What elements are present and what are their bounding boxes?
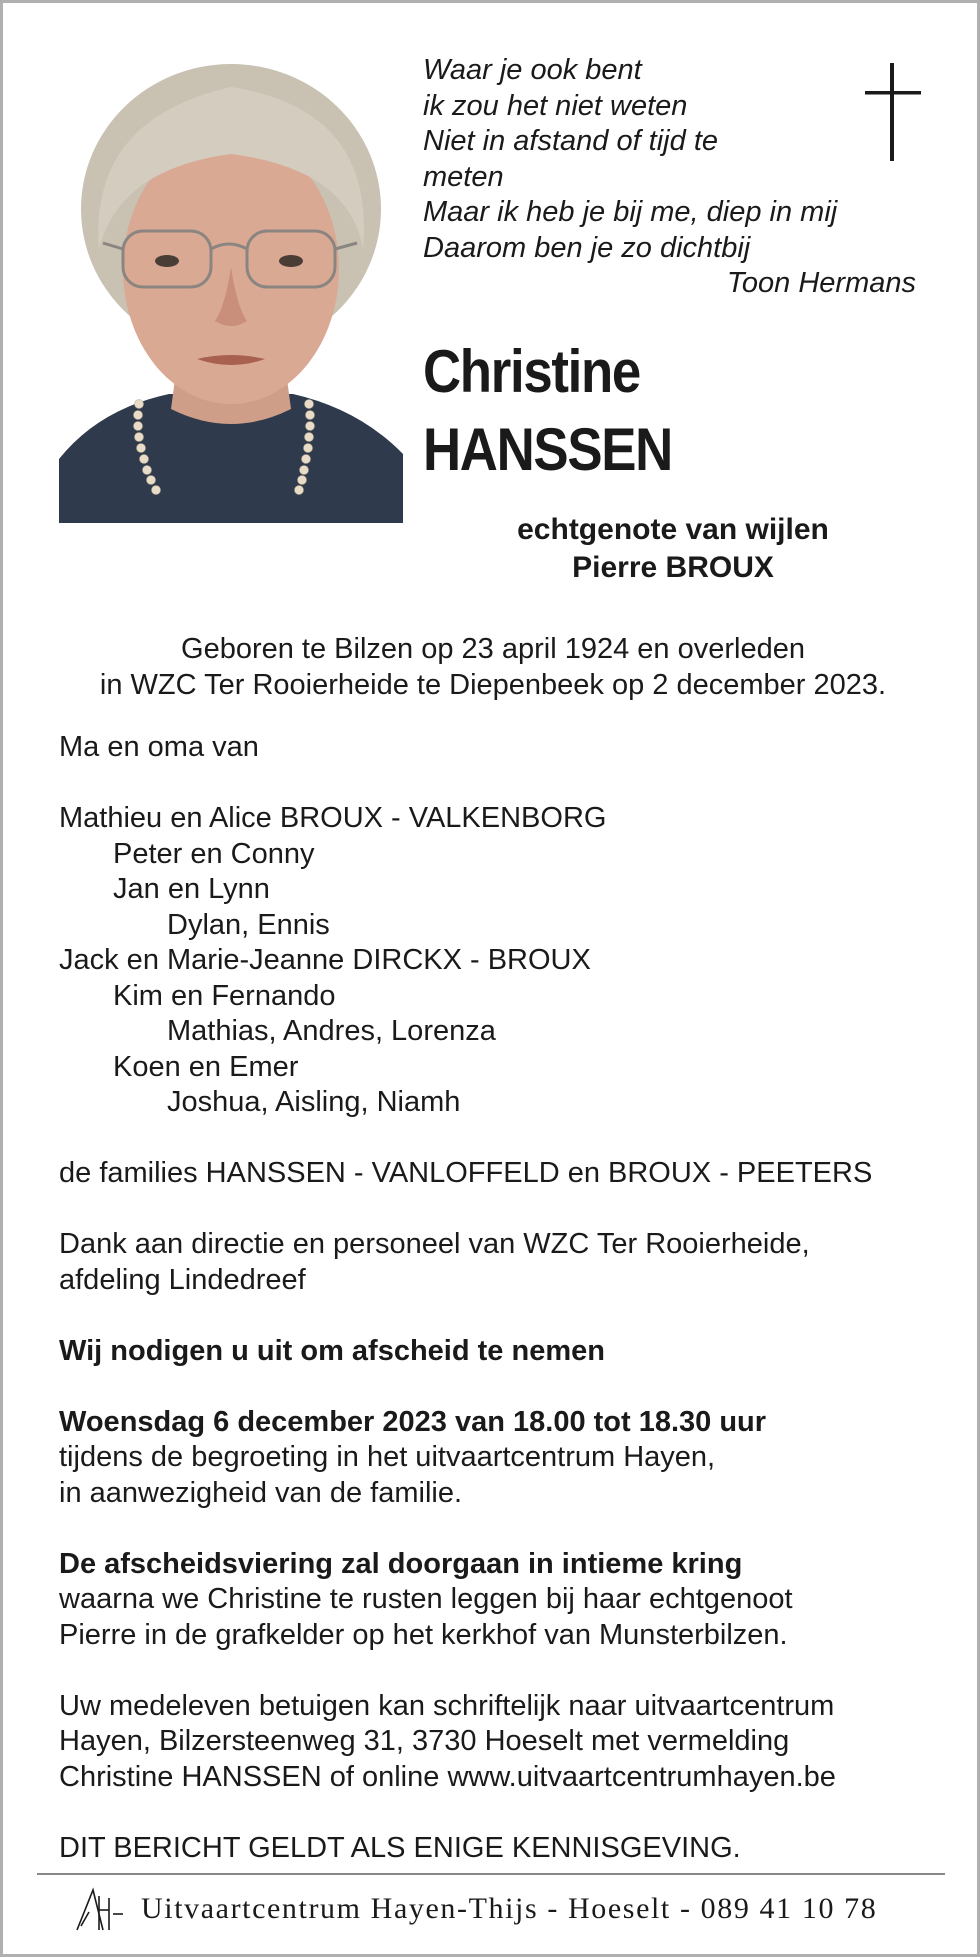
family-member: Peter en Conny: [113, 837, 315, 870]
condolences-line: Hayen, Bilzersteenweg 31, 3730 Hoeselt met vermelding: [59, 1725, 790, 1757]
ceremony-heading: De afscheidsviering zal doorgaan in intieme kring: [59, 1547, 743, 1580]
visitation-line: in aanwezigheid van de familie.: [59, 1476, 463, 1509]
poem-line: Daarom ben je zo dichtbij: [423, 231, 751, 264]
deceased-last-name: HANSSEN: [423, 416, 672, 483]
poem-line: Maar ik heb je bij me, diep in mij: [423, 196, 838, 228]
invitation-heading: Wij nodigen u uit om afscheid te nemen: [59, 1334, 605, 1367]
condolences-line: Uw medeleven betuigen kan schriftelijk naar uitvaartcentrum: [59, 1689, 835, 1722]
memorial-poem: [423, 53, 928, 302]
visitation-line: tijdens de begroeting in het uitvaartcentrum Hayen,: [59, 1441, 716, 1473]
family-member: Mathieu en Alice BROUX - VALKENBORG: [59, 802, 607, 834]
poem-line: Niet in afstand of tijd te: [423, 125, 718, 157]
poem-line: ik zou het niet weten: [423, 89, 688, 122]
family-member: Jan en Lynn: [113, 873, 270, 905]
obituary-card: [3, 3, 977, 1954]
birth-death-info: [43, 631, 943, 703]
footer-text: Uitvaartcentrum Hayen-Thijs - Hoeselt - 089 41 10 78: [141, 1892, 878, 1925]
condolences-line: Christine HANSSEN of online www.uitvaartcentrumhayen.be: [59, 1760, 836, 1793]
thanks-line: Dank aan directie en personeel van WZC Ter Rooierheide,: [59, 1228, 810, 1260]
notice-text: DIT BERICHT GELDT ALS ENIGE KENNISGEVING.: [59, 1831, 741, 1864]
portrait-photo: [59, 59, 403, 523]
family-member: Dylan, Ennis: [167, 908, 330, 941]
ceremony-line: Pierre in de grafkelder op het kerkhof van Munsterbilzen.: [59, 1618, 788, 1651]
death-line: in WZC Ter Rooierheide te Diepenbeek op 2 december 2023.: [99, 669, 887, 701]
visitation-heading: Woensdag 6 december 2023 van 18.00 tot 18.30 uur: [59, 1405, 767, 1438]
footer-divider: [37, 1873, 945, 1875]
funeral-home-logo-icon: [73, 1884, 125, 1934]
poem-author: Toon Hermans: [726, 267, 916, 299]
family-member: Joshua, Aisling, Niamh: [167, 1086, 461, 1118]
ceremony-line: waarna we Christine te rusten leggen bij haar echtgenoot: [59, 1583, 793, 1615]
poem-line: Waar je ook bent: [423, 54, 642, 86]
announcement-body: [59, 730, 939, 1866]
deceased-first-name: Christine: [423, 338, 640, 405]
deceased-name: [423, 333, 881, 489]
spouse-info: [423, 511, 923, 587]
family-member: Mathias, Andres, Lorenza: [167, 1015, 496, 1047]
spouse-relation: echtgenote van wijlen: [517, 513, 829, 546]
family-member: Kim en Fernando: [113, 979, 336, 1012]
family-member: Koen en Emer: [113, 1050, 299, 1083]
portrait-illustration: [59, 59, 403, 523]
extended-families: de families HANSSEN - VANLOFFELD en BROUX - PEETERS: [59, 1157, 873, 1189]
thanks-line: afdeling Lindedreef: [59, 1263, 306, 1296]
family-member: Jack en Marie-Jeanne DIRCKX - BROUX: [59, 944, 591, 976]
footer: [37, 1880, 945, 1940]
birth-line: Geboren te Bilzen op 23 april 1924 en overleden: [181, 633, 805, 665]
family-intro: Ma en oma van: [59, 731, 259, 763]
poem-line: meten: [423, 160, 504, 193]
cross-icon: [865, 63, 921, 161]
spouse-name: Pierre BROUX: [572, 551, 774, 584]
